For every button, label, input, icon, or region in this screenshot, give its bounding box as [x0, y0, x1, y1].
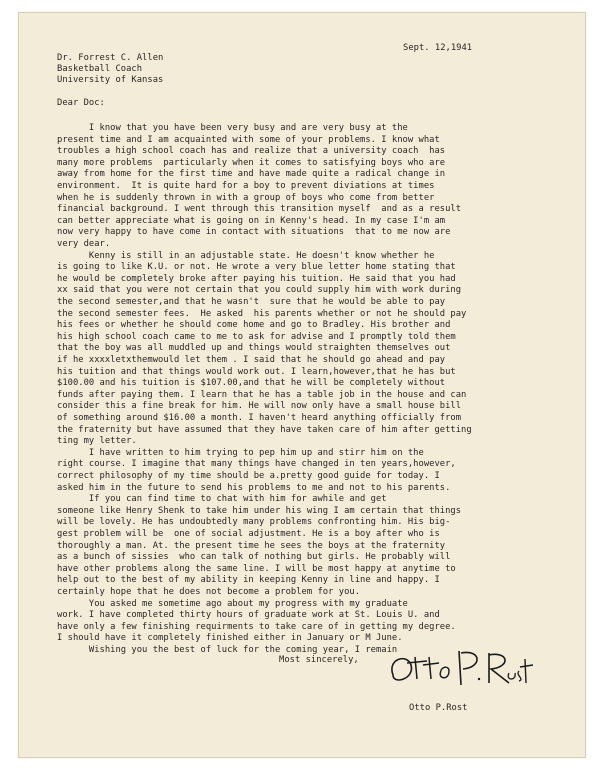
salutation: Dear Doc:	[57, 98, 105, 108]
body-line: have only a few finishing requirments to take care of in getting my degree.	[57, 621, 456, 632]
body-line: ting my letter.	[57, 436, 137, 447]
body-line: the second semester,and that he wasn't sure that he would be able to pay	[57, 297, 446, 307]
body-line: of something around $16.00 a month. I haven't heard anything officially from	[57, 413, 462, 423]
body-line: troubles a high school coach has and realize that a university coach has	[57, 146, 446, 157]
closing: Most sincerely,	[279, 655, 359, 665]
body-line: if he xxxxletxthemwould let them . I said that he should go ahead and pay	[57, 355, 446, 365]
body-line: I should have it completely finished either in January or M June.	[57, 633, 403, 644]
body-line: funds after paying them. I learn that he has a table job in the house and can	[57, 389, 467, 400]
body-line: will be lovely. He has undoubtedly many problems confronting him. His big-	[57, 517, 451, 528]
recipient-name: Dr. Forrest C. Allen	[57, 53, 164, 63]
body-line: right course. I imagine that many things have changed in ten years,however,	[57, 459, 456, 470]
body-line: work. I have completed thirty hours of graduate work at St. Louis U. and	[57, 610, 440, 621]
body-line: Kenny is still in an adjustable state. He doesn't know whether he	[57, 250, 435, 261]
recipient-institution: University of Kansas	[57, 75, 164, 85]
body-line: xx said that you were not certain that you could supply him with work during	[57, 285, 462, 296]
body-line: gest problem will be one of social adjustment. He is a boy after who is	[57, 529, 440, 539]
body-line: the fraternity but have assumed that they have taken care of him after getting	[57, 424, 472, 435]
body-line: now very happy to have come in contact with situations that to me now are	[57, 227, 451, 238]
body-line: when he is suddenly thrown in with a group of boys who come from better	[57, 192, 435, 203]
body-line: $100.00 and his tuition is $107.00,and that he will be completely without	[57, 378, 446, 389]
body-line: can better appreciate what is going on in Kenny's head. In my case I'm am	[57, 215, 446, 226]
body-line: certainly hope that he does not become a problem for you.	[57, 587, 361, 597]
body-line: Wishing you the best of luck for the coming year, I remain	[57, 645, 398, 655]
body-line: correct philosophy of my time should be a.pretty good guide for today. I	[57, 471, 440, 481]
body-line: as a bunch of sissies who can talk of nothing but girls. He probably will	[57, 552, 451, 563]
body-line: thoroughly a man. At. the present time he sees the boys at the fraternity	[57, 540, 446, 551]
body-line: environment. It is quite hard for a boy to prevent diviations at times	[57, 181, 435, 191]
body-line: away from home for the first time and have made quite a radical change in	[57, 169, 446, 180]
body-line: If you can find time to chat with him for awhile and get	[57, 494, 387, 505]
body-line: I know that you have been very busy and are very busy at the	[57, 123, 408, 133]
handwritten-signature	[385, 645, 535, 697]
typed-name: Otto P.Rost	[409, 703, 468, 713]
body-line: consider this a fine break for him. He will now only have a small house bill	[57, 401, 462, 412]
body-line: You asked me sometime ago about my progress with my graduate	[57, 598, 408, 609]
body-line: financial background. I went through this transition myself and as a result	[57, 204, 462, 215]
body-line: I have written to him trying to pep him up and stirr him on the	[57, 447, 424, 458]
body-line: asked him in the future to send his problems to me and not to his parents.	[57, 482, 451, 493]
recipient-title: Basketball Coach	[57, 64, 143, 74]
body-line: present time and I am acquainted with some of your problems. I know what	[57, 134, 440, 145]
body-line: that the boy was all muddled up and things would straighten themselves out	[57, 343, 451, 354]
letter-page	[18, 12, 586, 758]
body-line: he would be completely broke after paying his tuition. He said that you had	[57, 273, 456, 284]
body-line: is going to like K.U. or not. He wrote a very blue letter home stating that	[57, 262, 456, 273]
body-line: have other problems along the same line. I will be most happy at anytime to	[57, 563, 456, 574]
body-line: help out to the best of my ability in keeping Kenny in line and happy. I	[57, 575, 440, 586]
body-line: his fees or whether he should come home and go to Bradley. His brother and	[57, 320, 451, 331]
letter-date: Sept. 12,1941	[403, 43, 473, 53]
body-line: someone like Henry Shenk to take him under his wing I am certain that things	[57, 505, 462, 516]
body-line: his high school coach came to me to ask for advise and I promptly told them	[57, 331, 456, 342]
body-line: the second semester fees. He asked his parents whether or not he should pay	[57, 308, 467, 319]
body-line: his tuition and that things would work out. I learn,however,that he has but	[57, 366, 456, 377]
body-line: very dear.	[57, 239, 111, 249]
body-line: many more problems particularly when it comes to satisfying boys who are	[57, 157, 446, 168]
